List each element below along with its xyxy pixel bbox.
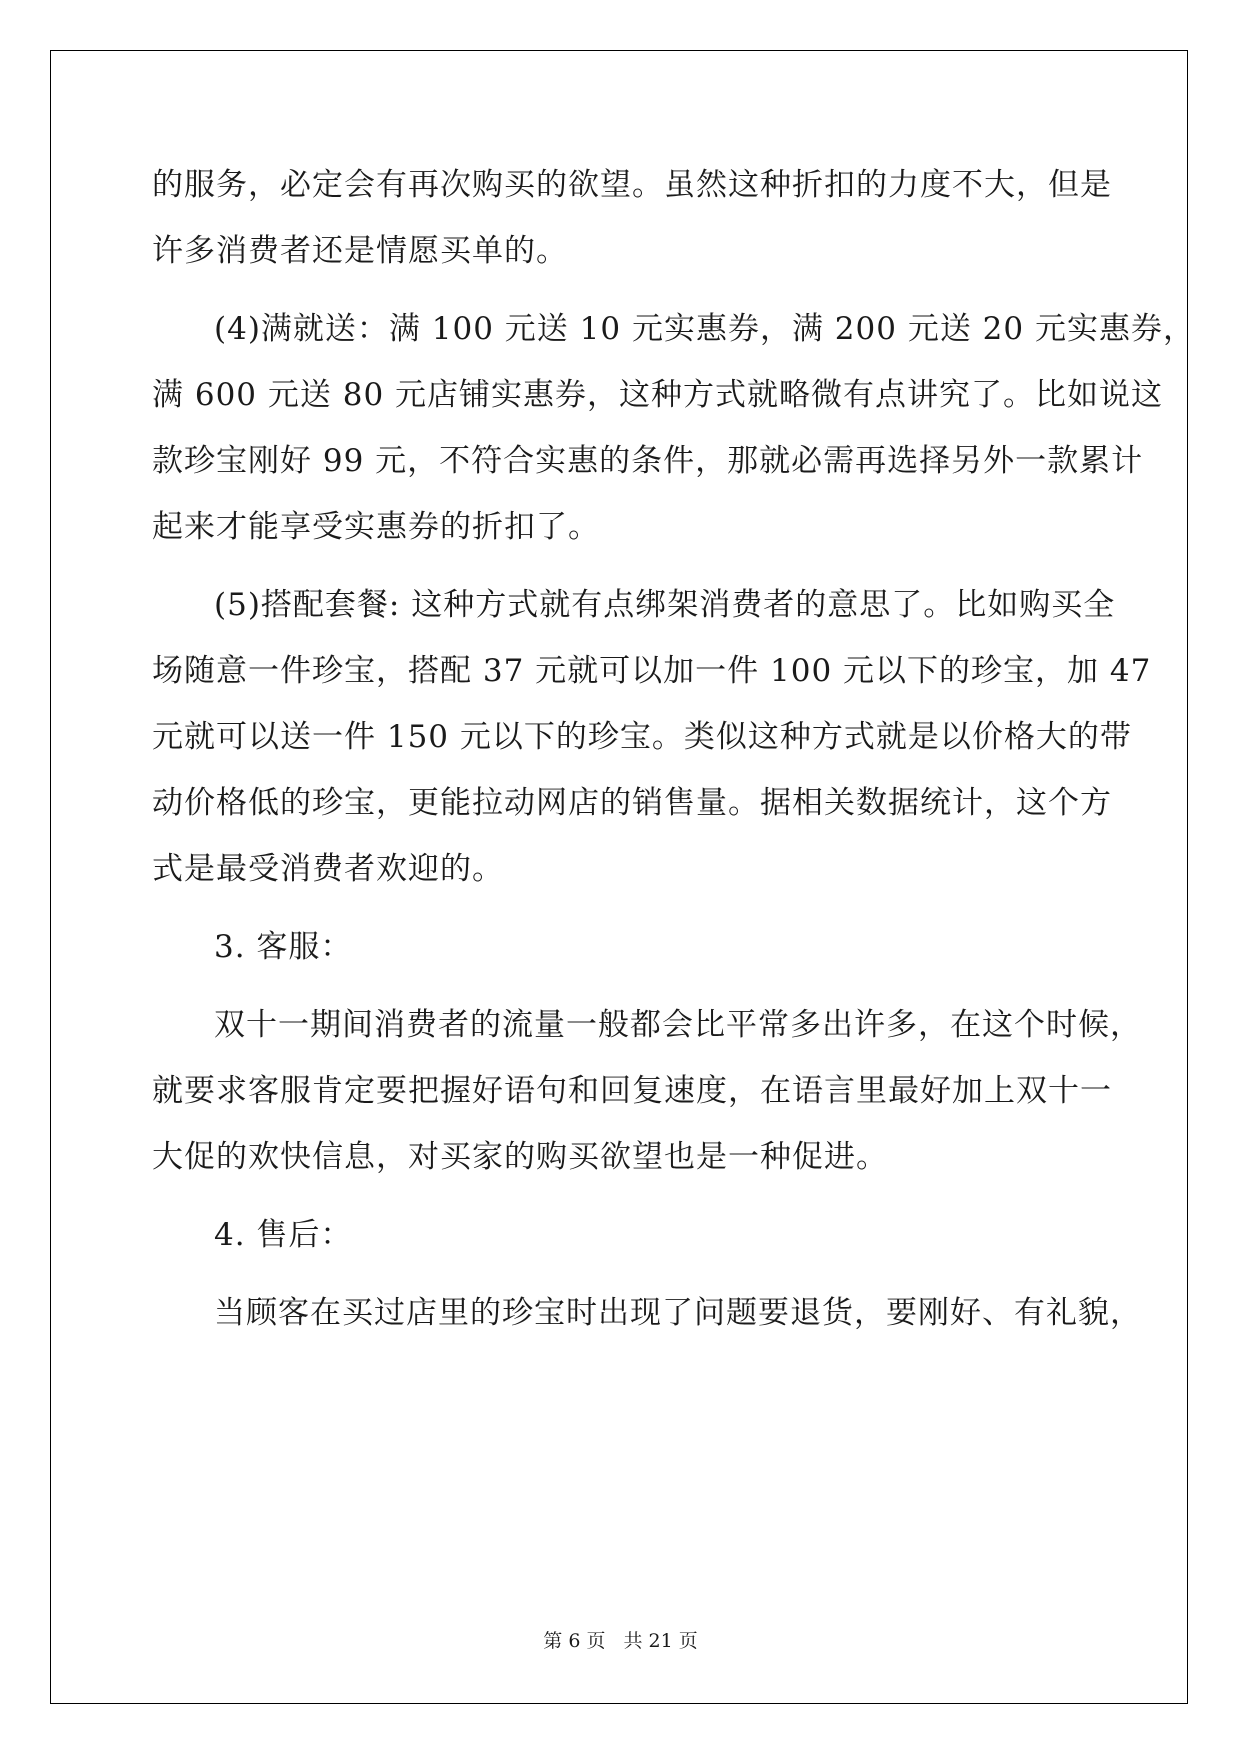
text-line: 款珍宝刚好 99 元，不符合实惠的条件，那就必需再选择另外一款累计	[152, 443, 1144, 479]
text-line: 式是最受消费者欢迎的。	[152, 851, 504, 887]
text-line: 当顾客在买过店里的珍宝时出现了问题要退货，要刚好、有礼貌，	[214, 1295, 1142, 1331]
text-line: 双十一期间消费者的流量一般都会比平常多出许多，在这个时候，	[214, 1007, 1142, 1043]
section-heading: 4. 售后：	[214, 1217, 353, 1253]
text-line: 起来才能享受实惠券的折扣了。	[152, 509, 600, 545]
text-line: (5)搭配套餐: 这种方式就有点绑架消费者的意思了。比如购买全	[214, 587, 1116, 623]
text-line: 大促的欢快信息，对买家的购买欲望也是一种促进。	[152, 1139, 888, 1175]
text-line: (4)满就送：满 100 元送 10 元实惠券，满 200 元送 20 元实惠券，	[214, 311, 1195, 347]
page-total: 共 21 页	[623, 1630, 698, 1652]
page-number: 第 6 页	[543, 1630, 606, 1652]
text-line: 满 600 元送 80 元店铺实惠券，这种方式就略微有点讲究了。比如说这	[152, 377, 1164, 413]
text-line: 动价格低的珍宝，更能拉动网店的销售量。据相关数据统计，这个方	[152, 785, 1112, 821]
text-line: 场随意一件珍宝，搭配 37 元就可以加一件 100 元以下的珍宝，加 47	[152, 653, 1152, 689]
page-footer	[0, 1626, 1241, 1653]
text-line: 就要求客服肯定要把握好语句和回复速度，在语言里最好加上双十一	[152, 1073, 1112, 1109]
section-heading: 3. 客服：	[214, 929, 353, 965]
text-line: 元就可以送一件 150 元以下的珍宝。类似这种方式就是以价格大的带	[152, 719, 1132, 755]
text-line: 许多消费者还是情愿买单的。	[152, 233, 568, 269]
text-line: 的服务，必定会有再次购买的欲望。虽然这种折扣的力度不大，但是	[152, 167, 1112, 203]
